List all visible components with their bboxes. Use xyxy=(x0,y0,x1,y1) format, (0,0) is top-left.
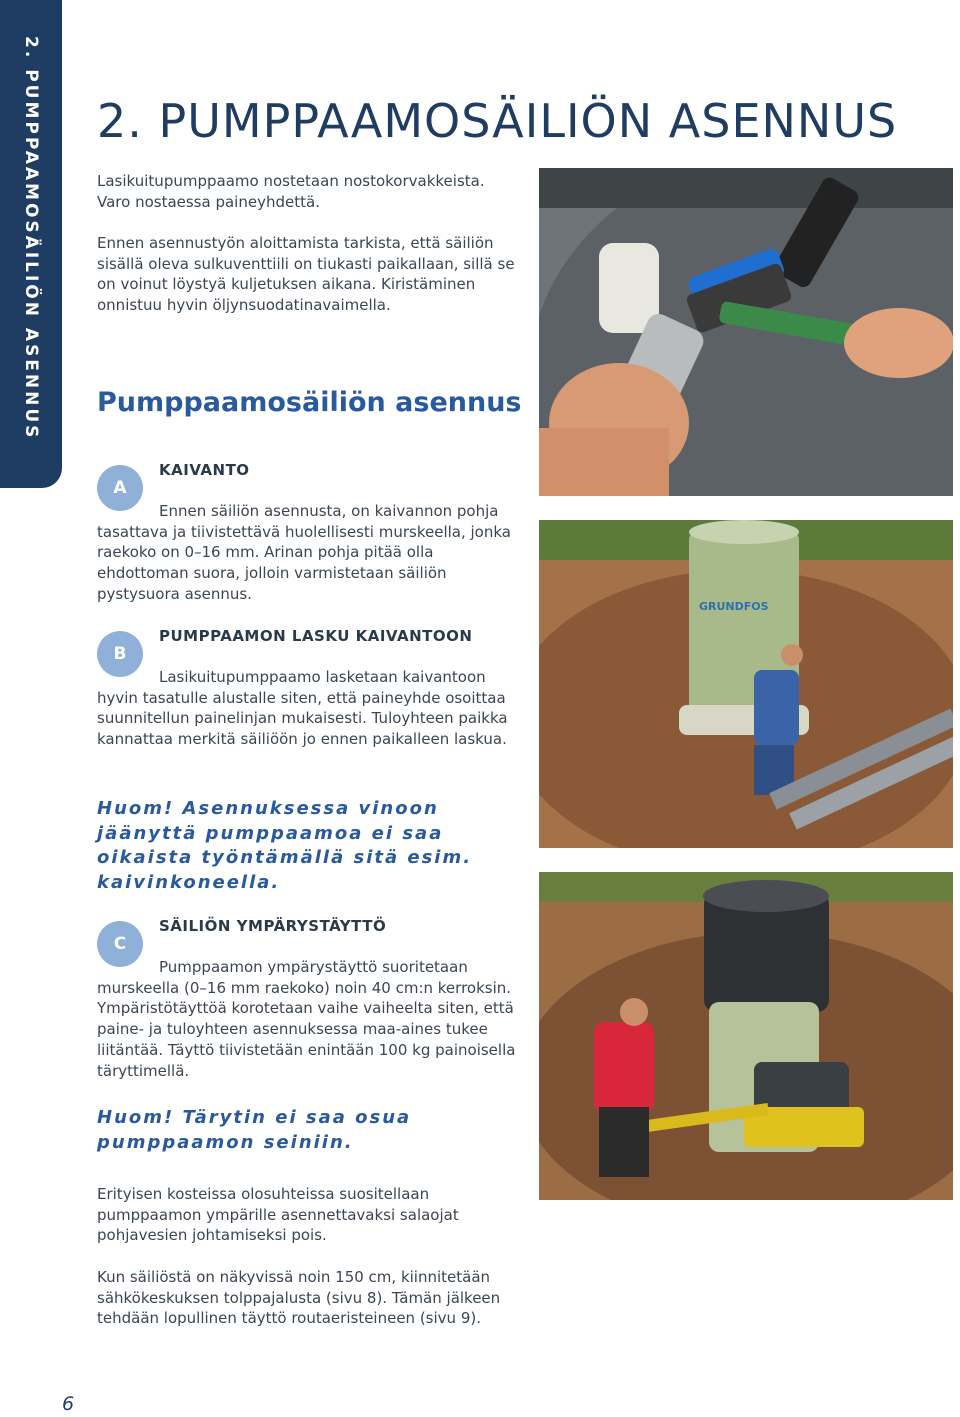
outro-paragraph-2: Kun säiliöstä on näkyvissä noin 150 cm, kiinnitetään sähkökeskuksen tolppajalusta (sivu 8). Tämän jälkeen tehdään lopullinen täyttö routaeristeineen (sivu 9). xyxy=(97,1268,501,1328)
step-a-title: KAIVANTO xyxy=(159,461,250,479)
step-a-body: Ennen säiliön asennusta, on kaivannon pohja tasattava ja tiivistettävä huolellisesti murskeella, jonka raekoko on 0–16 mm. Arinan pohja pitää olla ehdottoman suora, jolloin varmistetaan säiliön pystysuora asennus. xyxy=(97,502,511,603)
outro-paragraph-1: Erityisen kosteissa olosuhteissa suositellaan pumppaamon ympärille asennettavaksi salaojat pohjavesien johtamiseksi pois. xyxy=(97,1185,459,1245)
tank-logo-text: GRUNDFOS xyxy=(699,600,769,613)
side-tab-label: 2. PUMPPAAMOSÄILIÖN ASENNUS xyxy=(21,36,41,441)
step-b-title: PUMPPAAMON LASKU KAIVANTOON xyxy=(159,627,473,645)
photo-tank-lowering xyxy=(539,520,953,848)
step-c-badge: C xyxy=(97,921,143,967)
page-number: 6 xyxy=(62,1393,75,1415)
step-a-badge: A xyxy=(97,465,143,511)
photo-backfill-compacting xyxy=(539,872,953,1200)
page-title: 2. PUMPPAAMOSÄILIÖN ASENNUS xyxy=(97,94,898,148)
step-b-badge: B xyxy=(97,631,143,677)
side-tab xyxy=(0,0,62,488)
intro-paragraph-1: Lasikuitupumppaamo nostetaan nostokorvakkeista. Varo nostaessa paineyhdettä. xyxy=(97,172,485,211)
step-b-body: Lasikuitupumppaamo lasketaan kaivantoon hyvin tasatulle alustalle siten, että paineyhde osoittaa suunnitellun painelinjan mukaisesti. Tuloyhteen paikka kannattaa merkitä säiliöön jo ennen paikalleen laskua. xyxy=(97,668,508,749)
step-c-title: SÄILIÖN YMPÄRYSTÄYTTÖ xyxy=(159,917,387,935)
photo-valve-tightening xyxy=(539,168,953,496)
section-heading: Pumppaamosäiliön asennus xyxy=(97,387,522,418)
warning-note-1: Huom! Asennuksessa vinoon jäänyttä pumppaamoa ei saa oikaista työntämällä sitä esim. kaivinkoneella. xyxy=(97,798,473,893)
intro-paragraph-2: Ennen asennustyön aloittamista tarkista, että säiliön sisällä oleva sulkuventtiili on tiukasti paikallaan, sillä se on voinut löystyä kuljetuksen aikana. Kiristäminen onnistuu hyvin öljynsuodatinavaimella. xyxy=(97,234,515,315)
warning-note-2: Huom! Tärytin ei saa osua pumppaamon seiniin. xyxy=(97,1107,412,1153)
step-c-body: Pumppaamon ympärystäyttö suoritetaan murskeella (0–16 mm raekoko) noin 40 cm:n kerroksin. Ympäristötäyttöä korotetaan vaihe vaiheelta siten, että paine- ja tuloyhteen asennuksessa maa-aines tukee liitäntää. Täyttö tiivistetään enintään 100 kg painoisella täryttimellä. xyxy=(97,958,516,1080)
